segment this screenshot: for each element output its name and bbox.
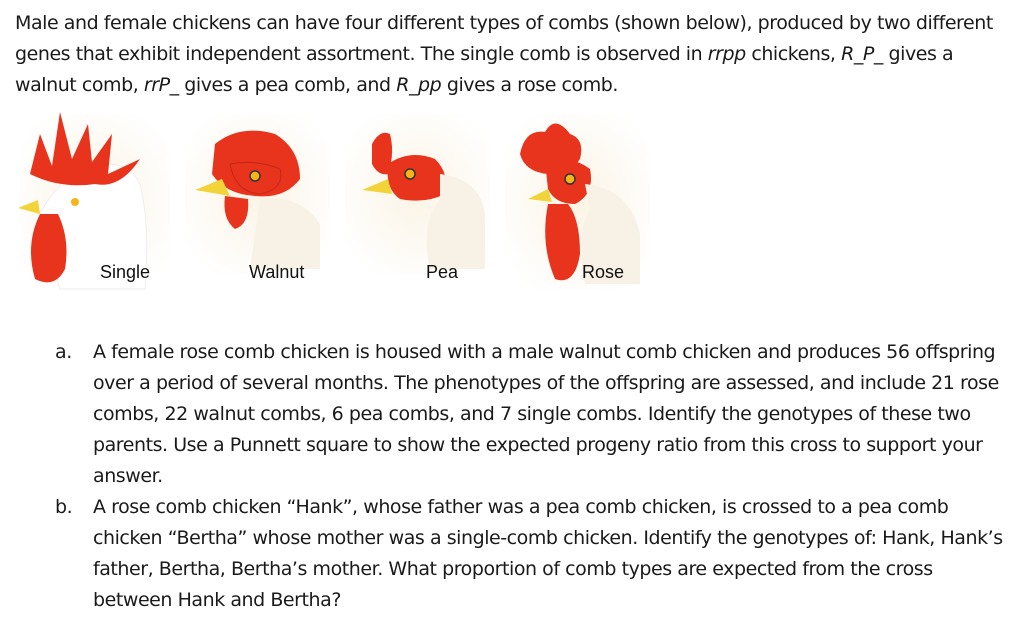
- intro-text-4: gives a pea comb, and: [178, 74, 397, 96]
- comb-types-figure: [0, 104, 660, 294]
- caption-pea: Pea: [426, 262, 459, 282]
- question-list: [55, 337, 1017, 616]
- genotype-pea: rrP_: [143, 74, 179, 96]
- genotype-rose: R_pp: [396, 74, 442, 96]
- intro-text-1: Male and female chickens can have four different types of combs (shown below), produced by two different genes that exhibit independent assortment. The single comb is observed in: [15, 12, 993, 65]
- question-b: [55, 492, 1017, 616]
- intro-text-5: gives a rose comb.: [441, 74, 618, 96]
- genotype-single: rrpp: [707, 43, 746, 65]
- caption-rose: Rose: [582, 262, 625, 282]
- question-text: A female rose comb chicken is housed with a male walnut comb chicken and produces 56 offspring over a period of several months. The phenotypes of the offspring are assessed, and include 21 rose combs, 22 walnut combs, 6 pea combs, and 7 single combs. Identify the genotypes of these two parents. Use a Punnett square to show the expected progeny ratio from this cross to support your answer.: [93, 341, 999, 487]
- caption-single: Single: [100, 262, 151, 282]
- question-marker: b.: [55, 496, 73, 518]
- question-a: [55, 337, 1017, 492]
- caption-walnut: Walnut: [249, 262, 305, 282]
- intro-paragraph: [15, 8, 1015, 101]
- intro-text-3: gives a walnut comb,: [15, 43, 954, 96]
- question-text: A rose comb chicken “Hank”, whose father was a pea comb chicken, is crossed to a pea comb chicken “Bertha” whose mother was a single-comb chicken. Identify the genotypes of: Hank, Hank’s father, Bertha, Bertha’s mother. What proportion of comb types are expected from the cross between Hank and Bertha?: [93, 496, 1003, 611]
- walnut-comb-illustration: [185, 114, 330, 274]
- intro-text-2: chickens,: [745, 43, 842, 65]
- genotype-walnut: R_P_: [841, 43, 883, 65]
- rose-comb-illustration: [505, 114, 650, 289]
- comb-illustrations: [0, 104, 660, 294]
- question-marker: a.: [55, 341, 72, 363]
- pea-comb-illustration: [345, 114, 490, 274]
